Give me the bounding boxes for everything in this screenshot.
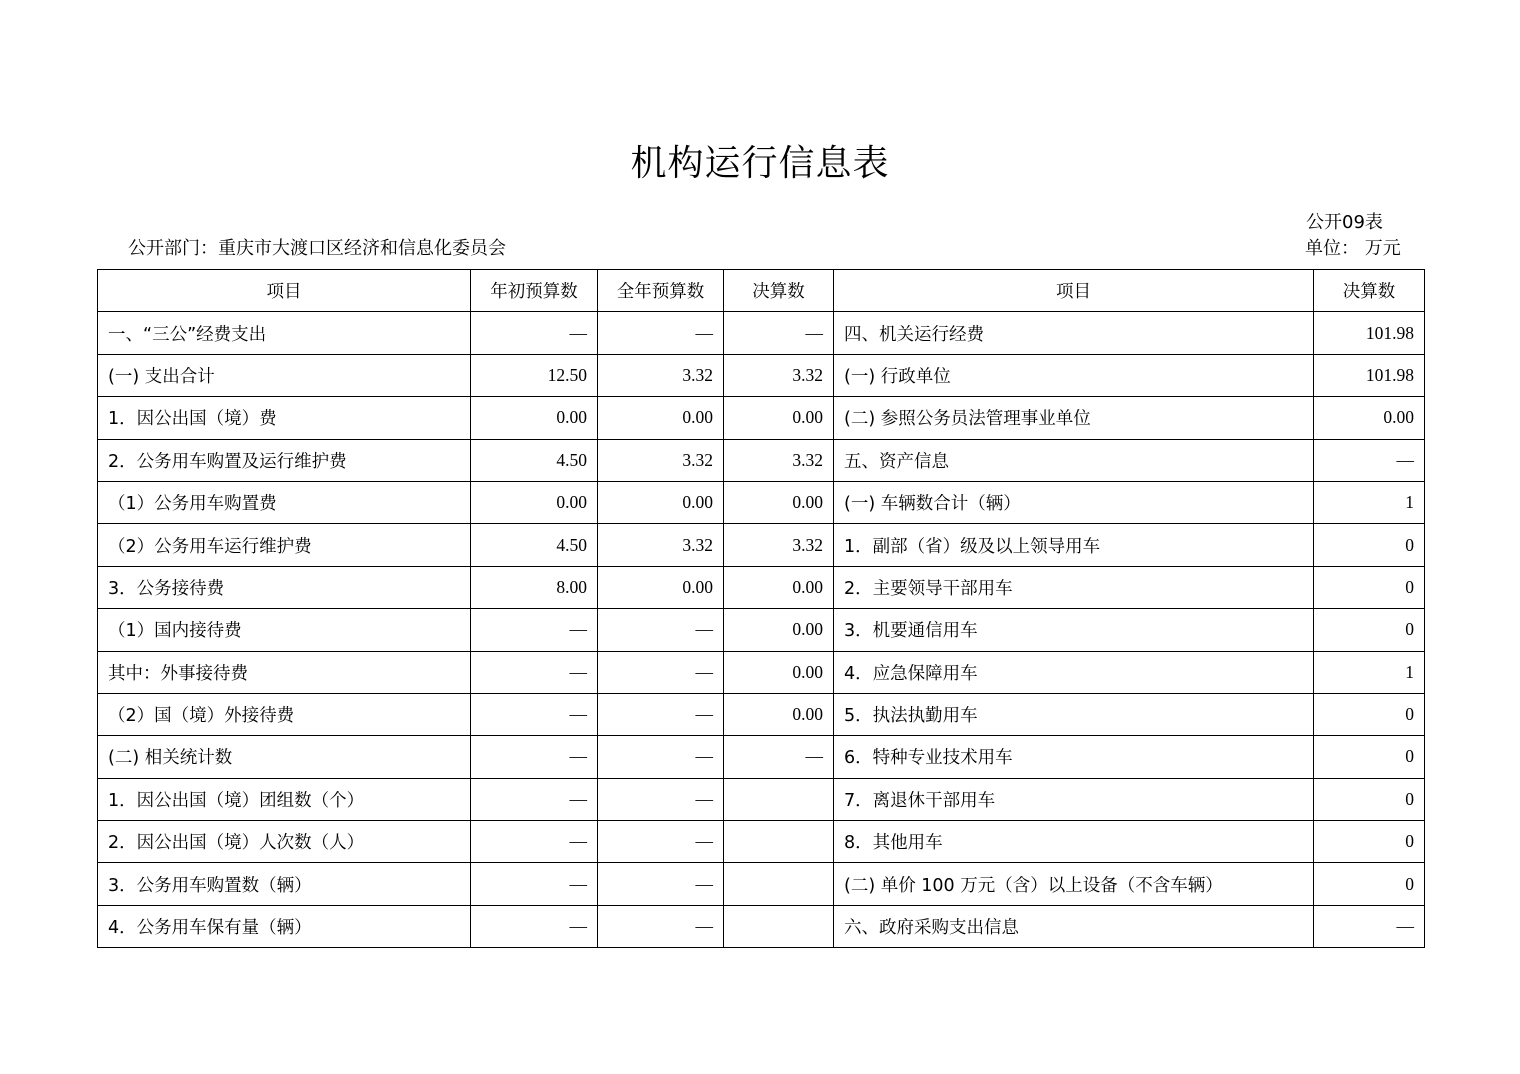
annual-budget-value: 3.32: [598, 439, 724, 481]
right-item: 5．执法执勤用车: [834, 693, 1314, 735]
final-value: 3.32: [724, 439, 834, 481]
info-table: [97, 269, 1425, 948]
table-row: [98, 397, 1425, 439]
table-header-row: [98, 270, 1425, 312]
annual-budget-value: —: [598, 778, 724, 820]
final-value: [724, 863, 834, 905]
left-item: （1）国内接待费: [98, 609, 471, 651]
annual-budget-value: —: [598, 821, 724, 863]
final-value: 0.00: [724, 566, 834, 608]
right-item: 六、政府采购支出信息: [834, 905, 1314, 947]
right-item: 2．主要领导干部用车: [834, 566, 1314, 608]
header-initial-budget: 年初预算数: [471, 270, 598, 312]
initial-budget-value: 0.00: [471, 397, 598, 439]
unit-label: 单位： 万元: [1305, 238, 1401, 259]
final-value: 3.32: [724, 524, 834, 566]
initial-budget-value: —: [471, 905, 598, 947]
initial-budget-value: 4.50: [471, 439, 598, 481]
annual-budget-value: 0.00: [598, 566, 724, 608]
final-value: 0.00: [724, 609, 834, 651]
right-final-value: —: [1314, 905, 1425, 947]
left-item: 3．公务用车购置数（辆）: [98, 863, 471, 905]
table-row: [98, 609, 1425, 651]
final-value: [724, 778, 834, 820]
initial-budget-value: 8.00: [471, 566, 598, 608]
right-final-value: 0: [1314, 524, 1425, 566]
right-item: 4．应急保障用车: [834, 651, 1314, 693]
right-final-value: 0: [1314, 863, 1425, 905]
right-item: (一) 车辆数合计（辆）: [834, 481, 1314, 523]
table-row: [98, 651, 1425, 693]
table-row: [98, 693, 1425, 735]
final-value: 0.00: [724, 481, 834, 523]
right-item: 四、机关运行经费: [834, 312, 1314, 354]
right-final-value: 1: [1314, 481, 1425, 523]
right-item: (二) 参照公务员法管理事业单位: [834, 397, 1314, 439]
final-value: [724, 905, 834, 947]
table-row: [98, 439, 1425, 481]
header-final-left: 决算数: [724, 270, 834, 312]
annual-budget-value: 3.32: [598, 524, 724, 566]
left-item: (一) 支出合计: [98, 354, 471, 396]
initial-budget-value: —: [471, 312, 598, 354]
left-item: 1．因公出国（境）团组数（个）: [98, 778, 471, 820]
initial-budget-value: —: [471, 778, 598, 820]
table-row: [98, 736, 1425, 778]
page-title: 机构运行信息表: [630, 143, 890, 184]
right-final-value: —: [1314, 439, 1425, 481]
left-item: 2．因公出国（境）人次数（人）: [98, 821, 471, 863]
right-item: 五、资产信息: [834, 439, 1314, 481]
right-item: 8．其他用车: [834, 821, 1314, 863]
annual-budget-value: —: [598, 651, 724, 693]
initial-budget-value: —: [471, 693, 598, 735]
initial-budget-value: —: [471, 821, 598, 863]
department-label: 公开部门：重庆市大渡口区经济和信息化委员会: [128, 238, 506, 259]
right-final-value: 0: [1314, 778, 1425, 820]
table-row: [98, 566, 1425, 608]
left-item: (二) 相关统计数: [98, 736, 471, 778]
table-row: [98, 312, 1425, 354]
annual-budget-value: —: [598, 609, 724, 651]
header-final-right: 决算数: [1314, 270, 1425, 312]
left-item: （1）公务用车购置费: [98, 481, 471, 523]
annual-budget-value: 3.32: [598, 354, 724, 396]
table-row: [98, 863, 1425, 905]
initial-budget-value: —: [471, 609, 598, 651]
right-item: 7．离退休干部用车: [834, 778, 1314, 820]
table-row: [98, 354, 1425, 396]
right-final-value: 0: [1314, 609, 1425, 651]
annual-budget-value: —: [598, 736, 724, 778]
annual-budget-value: 0.00: [598, 397, 724, 439]
final-value: —: [724, 312, 834, 354]
annual-budget-value: —: [598, 693, 724, 735]
final-value: 0.00: [724, 693, 834, 735]
right-final-value: 101.98: [1314, 354, 1425, 396]
right-final-value: 0: [1314, 566, 1425, 608]
left-item: 4．公务用车保有量（辆）: [98, 905, 471, 947]
final-value: 0.00: [724, 651, 834, 693]
left-item: 2．公务用车购置及运行维护费: [98, 439, 471, 481]
left-item: 3．公务接待费: [98, 566, 471, 608]
table-row: [98, 481, 1425, 523]
right-item: 3．机要通信用车: [834, 609, 1314, 651]
right-item: (二) 单价 100 万元（含）以上设备（不含车辆）: [834, 863, 1314, 905]
table-number: 公开09表: [1306, 212, 1383, 233]
left-item: 1．因公出国（境）费: [98, 397, 471, 439]
final-value: —: [724, 736, 834, 778]
right-final-value: 0: [1314, 736, 1425, 778]
left-item: 其中：外事接待费: [98, 651, 471, 693]
right-final-value: 0.00: [1314, 397, 1425, 439]
right-final-value: 101.98: [1314, 312, 1425, 354]
right-final-value: 1: [1314, 651, 1425, 693]
right-final-value: 0: [1314, 693, 1425, 735]
right-final-value: 0: [1314, 821, 1425, 863]
initial-budget-value: —: [471, 651, 598, 693]
annual-budget-value: 0.00: [598, 481, 724, 523]
annual-budget-value: —: [598, 905, 724, 947]
header-annual-budget: 全年预算数: [598, 270, 724, 312]
final-value: 3.32: [724, 354, 834, 396]
left-item: （2）国（境）外接待费: [98, 693, 471, 735]
initial-budget-value: 0.00: [471, 481, 598, 523]
right-item: 1．副部（省）级及以上领导用车: [834, 524, 1314, 566]
final-value: [724, 821, 834, 863]
header-right-item: 项目: [834, 270, 1314, 312]
left-item: （2）公务用车运行维护费: [98, 524, 471, 566]
annual-budget-value: —: [598, 863, 724, 905]
header-left-item: 项目: [98, 270, 471, 312]
right-item: (一) 行政单位: [834, 354, 1314, 396]
annual-budget-value: —: [598, 312, 724, 354]
left-item: 一、“三公”经费支出: [98, 312, 471, 354]
table-row: [98, 778, 1425, 820]
table-row: [98, 821, 1425, 863]
initial-budget-value: —: [471, 863, 598, 905]
table-row: [98, 524, 1425, 566]
initial-budget-value: —: [471, 736, 598, 778]
initial-budget-value: 4.50: [471, 524, 598, 566]
initial-budget-value: 12.50: [471, 354, 598, 396]
table-row: [98, 905, 1425, 947]
final-value: 0.00: [724, 397, 834, 439]
right-item: 6．特种专业技术用车: [834, 736, 1314, 778]
